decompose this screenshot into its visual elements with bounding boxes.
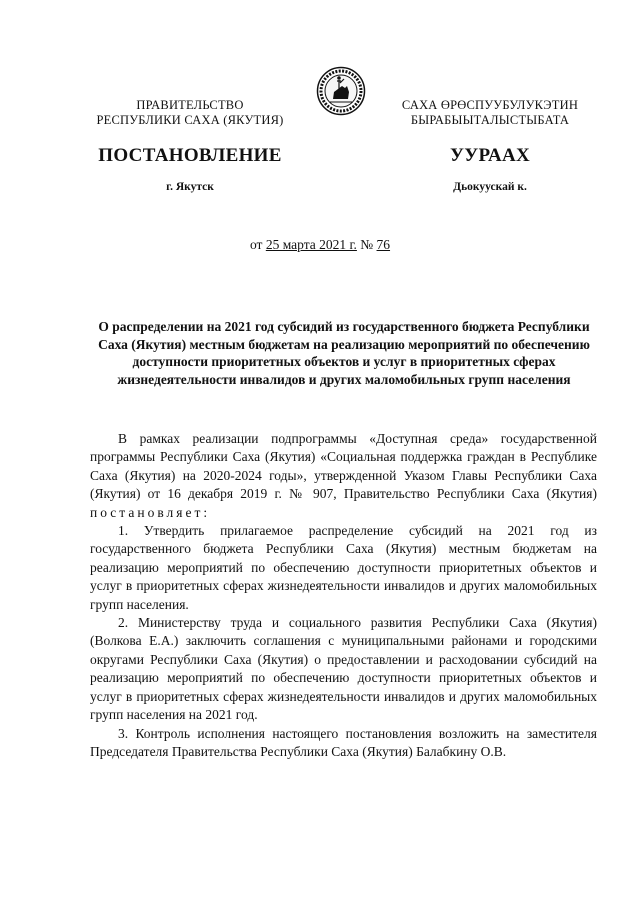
government-ru-line-2: РЕСПУБЛИКИ САХА (ЯКУТИЯ) [96,113,284,127]
document-number: 76 [376,237,391,252]
preamble-text: В рамках реализации подпрограммы «Доступная среда» государственной программы Республики Саха (Якутия) «Социальная поддержка граждан в Республике Саха (Якутия) на 2020-2024 годы», утвержденной Указом Главы Республики Саха (Якутия) от 16 декабря 2019 г. № 907, Правительство Республики Саха (Якутия) [90,431,597,502]
government-name-sakha [380,98,600,128]
republic-emblem-icon [316,66,366,116]
document-date: 25 марта 2021 г. [265,237,357,252]
date-prefix: от [249,237,266,252]
resolves-word: постановляет: [90,504,211,520]
clause-3: 3. Контроль исполнения настоящего постановления возложить на заместителя Председателя Правительства Республики Саха (Якутия) Балабкину О.В. [90,725,597,759]
clause-2: 2. Министерству труда и социального развития Республики Саха (Якутия) (Волкова Е.А.) заключить соглашения с муниципальными районами и городскими округами Республики Саха (Якутия) о предоставлении и расходовании субсидий на реализацию мероприятий по обеспечению доступности приоритетных объектов и услуг в приоритетных сферах жизнедеятельности инвалидов и других маломобильных групп населения на 2021 год. [90,615,597,723]
document-type-sakha: УУРААХ [449,145,531,166]
clause-1: 1. Утвердить прилагаемое распределение субсидий на 2021 год из государственного бюджета Республики Саха (Якутия) местным бюджетам на реализацию мероприятий по обеспечению доступности приоритетных объектов и услуг в приоритетных сферах жизнедеятельности инвалидов и других маломобильных групп населения. [90,523,597,612]
preamble-paragraph [90,430,597,522]
city-russian: г. Якутск [166,181,214,193]
number-prefix: № [356,237,377,252]
document-type-russian: ПОСТАНОВЛЕНИЕ [98,145,282,166]
government-name-russian [80,98,300,128]
government-sakha-line-2: БЫРАБЫЫТАЛЫСТЫБАТА [410,113,570,127]
city-sakha: Дьокуускай к. [453,181,527,193]
document-body [90,430,597,761]
document-title: О распределении на 2021 год субсидий из государственного бюджета Республики Саха (Якутия) местным бюджетам на реализацию мероприятий по обеспечению доступности приоритетных объектов и услуг в приоритетных сферах жизнедеятельности инвалидов и других маломобильных групп населения [98,319,590,387]
date-and-number [0,237,640,253]
government-ru-line-1: ПРАВИТЕЛЬСТВО [136,98,244,112]
government-sakha-line-1: САХА ӨРӨСПУУБУЛУКЭТИН [401,98,579,112]
